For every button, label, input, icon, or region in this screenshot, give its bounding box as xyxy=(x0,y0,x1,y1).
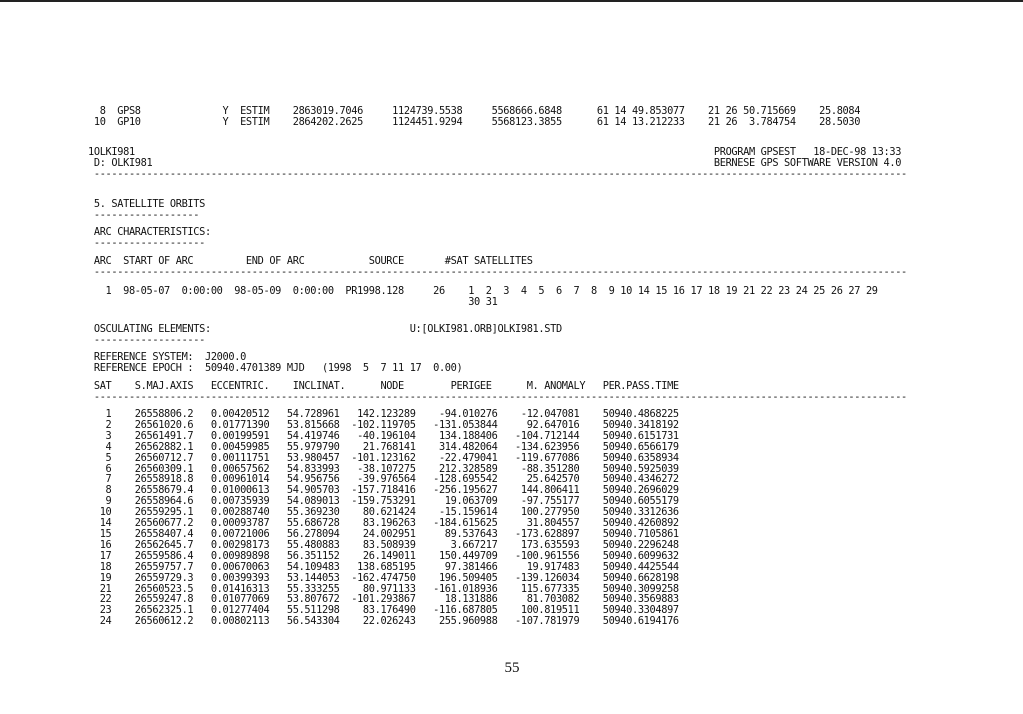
station-coordinates xyxy=(88,106,860,128)
text-line: ARC CHARACTERISTICS: xyxy=(88,226,211,238)
reference-info xyxy=(88,352,462,374)
page-number: 55 xyxy=(504,660,520,676)
text-line: ARC START OF ARC END OF ARC SOURCE #SAT SATELLITES xyxy=(88,255,533,267)
text-line: 6 26560309.1 0.00657562 54.833993 -38.107275 212.328589 -88.351280 50940.5925039 xyxy=(88,462,679,475)
text-line: 8 26558679.4 0.01000613 54.905703 -157.718416 -256.195627 144.806411 50940.2696029 xyxy=(88,484,679,497)
text-line: 10 GP10 Y ESTIM 2864202.2625 1124451.9294 5568123.3855 61 14 13.212233 21 26 3.784754 28.5030 xyxy=(88,115,861,128)
arc-table-row xyxy=(88,286,878,308)
text-line: 18 26559757.7 0.00670063 54.109483 138.685195 97.381466 19.917483 50940.4425544 xyxy=(88,560,679,573)
text-line: SAT S.MAJ.AXIS ECCENTRIC. INCLINAT. NODE PERIGEE M. ANOMALY PER.PASS.TIME xyxy=(88,380,679,392)
text-line: ------------------------------------------------------------------------------------------------------------------------------------------- xyxy=(88,390,907,403)
text-line: 2 26561020.6 0.01771390 53.815668 -102.119705 -131.053844 92.647016 50940.3418192 xyxy=(88,418,679,431)
text-line: REFERENCE SYSTEM: J2000.0 xyxy=(88,351,246,363)
text-line: 7 26558918.8 0.00961014 54.956756 -39.976564 -128.695542 25.642570 50940.4346272 xyxy=(88,473,679,486)
elements-table xyxy=(88,409,679,627)
text-line: REFERENCE EPOCH : 50940.4701389 MJD (1998 5 7 11 17 0.00) xyxy=(88,361,463,374)
text-line: D: OLKI981 BERNESE GPS SOFTWARE VERSION 4.0 xyxy=(88,156,902,169)
text-line: 14 26560677.2 0.00093787 55.686728 83.196263 -184.615625 31.804557 50940.4260892 xyxy=(88,517,679,530)
text-line: 5 26560712.7 0.00111751 53.980457 -101.123162 -22.479041 -119.677086 50940.6358934 xyxy=(88,451,679,464)
text-line: 3 26561491.7 0.00199591 54.419746 -40.196104 134.188406 -104.712144 50940.6151731 xyxy=(88,429,679,442)
text-line: 30 31 xyxy=(88,295,498,308)
text-line: 21 26560523.5 0.01416313 55.333255 80.971133 -161.018936 115.677335 50940.3099258 xyxy=(88,582,679,595)
text-line: 15 26558407.4 0.00721006 56.278094 24.002951 89.537643 -173.628897 50940.7105861 xyxy=(88,527,679,540)
text-line: 1 26558806.2 0.00420512 54.728961 142.123289 -94.010276 -12.047081 50940.4868225 xyxy=(88,408,679,420)
text-line: 17 26559586.4 0.00989898 56.351152 26.149011 150.449709 -100.961556 50940.6099632 xyxy=(88,549,679,562)
text-line: 5. SATELLITE ORBITS xyxy=(88,198,205,210)
osculating-elements-title xyxy=(88,324,562,346)
text-line: 8 GPS8 Y ESTIM 2863019.7046 1124739.5538 5568666.6848 61 14 49.853077 21 26 50.715669 25.8084 xyxy=(88,105,861,117)
text-line: ------------------------------------------------------------------------------------------------------------------------------------------- xyxy=(88,167,907,180)
arc-table-header xyxy=(88,256,907,278)
elements-table-header xyxy=(88,381,907,403)
section-title xyxy=(88,199,205,221)
text-line: ------------------- xyxy=(88,333,205,346)
text-line: 10 26559295.1 0.00288740 55.369230 80.621424 -15.159614 100.277950 50940.3312636 xyxy=(88,506,679,519)
report-header xyxy=(88,147,907,180)
text-line: 22 26559247.8 0.01077069 53.807672 -101.293867 18.131886 81.703082 50940.3569883 xyxy=(88,593,679,606)
arc-characteristics-title xyxy=(88,227,211,249)
text-line: 24 26560612.2 0.00802113 56.543304 22.026243 255.960988 -107.781979 50940.6194176 xyxy=(88,615,679,628)
text-line: 4 26562882.1 0.00459985 55.979790 21.768141 314.482064 -134.623956 50940.6566179 xyxy=(88,440,679,453)
text-line: ------------------ xyxy=(88,208,200,221)
text-line: 9 26558964.6 0.00735939 54.089013 -159.753291 19.063709 -97.755177 50940.6055179 xyxy=(88,495,679,508)
text-line: ------------------------------------------------------------------------------------------------------------------------------------------- xyxy=(88,265,907,278)
text-line: 1OLKI981 PROGRAM GPSEST 18-DEC-98 13:33 xyxy=(88,146,902,158)
text-line: OSCULATING ELEMENTS: U:[OLKI981.ORB]OLKI981.STD xyxy=(88,323,562,335)
text-line: 23 26562325.1 0.01277404 55.511298 83.176490 -116.687805 100.819511 50940.3304897 xyxy=(88,604,679,617)
text-line: 16 26562645.7 0.00298173 55.480883 83.508939 3.667217 173.635593 50940.2296248 xyxy=(88,538,679,551)
text-line: 19 26559729.3 0.00399393 53.144053 -162.474750 196.509405 -139.126034 50940.6628198 xyxy=(88,571,679,584)
text-line: ------------------- xyxy=(88,236,205,249)
text-line: 1 98-05-07 0:00:00 98-05-09 0:00:00 PR1998.128 26 1 2 3 4 5 6 7 8 9 10 14 15 16 17 18 19 21 22 23 24 25 26 27 29 xyxy=(88,285,878,297)
